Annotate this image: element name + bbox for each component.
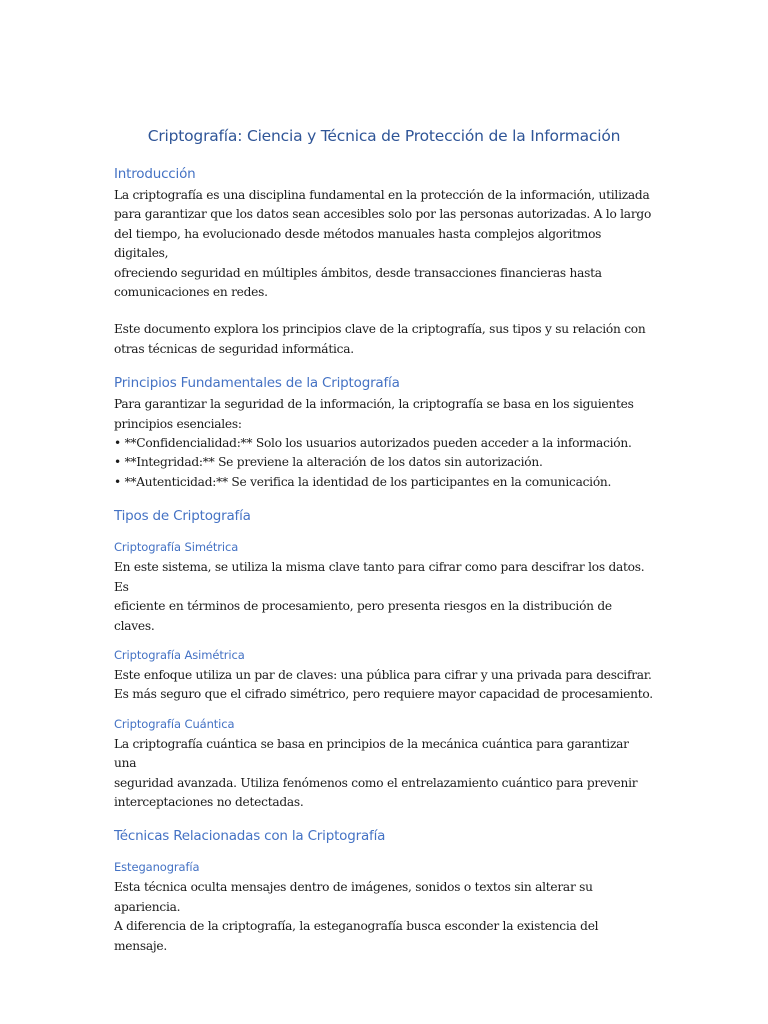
heading-symmetric: Criptografía Simétrica xyxy=(114,540,239,555)
document-body xyxy=(114,124,654,956)
section-types xyxy=(114,506,654,812)
heading-principles: Principios Fundamentales de la Criptografía xyxy=(114,375,400,392)
symmetric-paragraph: En este sistema, se utiliza la misma clave tanto para cifrar como para descifrar los datos. Es eficiente en términos de procesamiento, pero presenta riesgos en la distribución de claves. xyxy=(114,560,645,633)
document-title: Criptografía: Ciencia y Técnica de Protección de la Información xyxy=(147,127,621,145)
heading-asymmetric: Criptografía Asimétrica xyxy=(114,647,245,662)
heading-related: Técnicas Relacionadas con la Criptografía xyxy=(114,828,386,845)
section-principles xyxy=(114,373,654,492)
section-related xyxy=(114,826,654,956)
intro-paragraph-2: Este documento explora los principios clave de la criptografía, sus tipos y su relación con otras técnicas de seguridad informática. xyxy=(114,322,646,356)
heading-introduction: Introducción xyxy=(114,166,196,182)
intro-paragraph-1: La criptografía es una disciplina fundamental en la protección de la información, utilizada para garantizar que los datos sean accesibles solo por las personas autorizadas. A lo largo del tiempo, ha evolucionado desde métodos manuales hasta complejos algoritmos digitales, ofreciendo seguridad en múltiples ámbitos, desde transacciones financieras hasta comunicaciones en redes. xyxy=(114,188,652,300)
principle-authenticity: • **Autenticidad:** Se verifica la identidad de los participantes en la comunicación. xyxy=(114,474,612,489)
principle-integrity: • **Integridad:** Se previene la alteración de los datos sin autorización. xyxy=(114,455,543,470)
section-introduction xyxy=(114,164,654,359)
heading-quantum: Criptografía Cuántica xyxy=(114,716,235,731)
asymmetric-paragraph: Este enfoque utiliza un par de claves: una pública para cifrar y una privada para descifrar. Es más seguro que el cifrado simétrico, pero requiere mayor capacidad de procesamiento. xyxy=(114,667,653,702)
principles-list xyxy=(114,434,654,492)
principles-paragraph: Para garantizar la seguridad de la información, la criptografía se basa en los siguientes principios esenciales: xyxy=(114,397,634,431)
steganography-paragraph: Esta técnica oculta mensajes dentro de imágenes, sonidos o textos sin alterar su apariencia. A diferencia de la criptografía, la esteganografía busca esconder la existencia del mensaje. xyxy=(114,880,599,953)
principle-confidentiality: • **Confidencialidad:** Solo los usuarios autorizados pueden acceder a la información. xyxy=(114,436,632,451)
heading-steganography: Esteganografía xyxy=(114,860,200,875)
heading-types: Tipos de Criptografía xyxy=(114,508,251,525)
quantum-paragraph: La criptografía cuántica se basa en principios de la mecánica cuántica para garantizar una seguridad avanzada. Utiliza fenómenos como el entrelazamiento cuántico para prevenir interceptaciones no detectadas. xyxy=(114,736,638,809)
